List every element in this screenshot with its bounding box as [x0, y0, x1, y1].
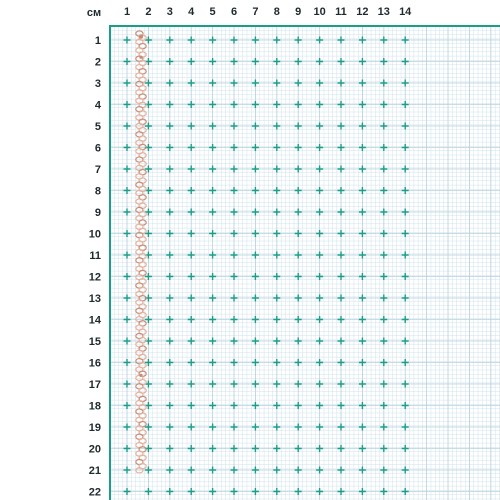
x-axis-label: 4 [188, 6, 195, 18]
unit-label: см [86, 7, 102, 19]
x-axis-label: 2 [145, 6, 152, 18]
y-axis-label: 14 [88, 314, 101, 327]
y-axis-label: 3 [94, 78, 101, 90]
chain-clasp [139, 34, 143, 38]
x-axis-label: 10 [313, 6, 326, 18]
x-axis-label: 3 [166, 6, 173, 18]
y-axis-label: 12 [88, 271, 101, 284]
y-axis-label: 7 [94, 164, 101, 176]
x-axis-label: 14 [399, 6, 412, 18]
y-axis-label: 4 [94, 99, 101, 112]
chain-clasp [139, 56, 142, 59]
y-axis-label: 15 [88, 336, 101, 348]
x-axis-label: 13 [377, 6, 390, 18]
y-axis-label: 18 [88, 400, 101, 413]
y-axis-label: 17 [88, 379, 101, 391]
y-axis-label: 1 [94, 35, 101, 47]
x-axis-label: 5 [209, 6, 216, 18]
y-axis-label: 13 [88, 293, 101, 305]
y-axis-label: 20 [88, 443, 101, 456]
y-axis-label: 10 [88, 228, 101, 241]
y-axis-label: 8 [94, 185, 101, 198]
x-axis-label: 8 [273, 6, 280, 18]
y-axis-label: 19 [88, 422, 101, 434]
y-axis-label: 16 [88, 357, 101, 370]
y-axis-label: 21 [88, 465, 101, 477]
x-axis-label: 7 [252, 6, 259, 18]
y-axis-label: 6 [94, 142, 101, 155]
x-axis-label: 1 [123, 6, 131, 18]
x-axis-label: 9 [295, 6, 302, 18]
x-axis-label: 12 [356, 6, 369, 18]
y-axis-label: 5 [94, 121, 101, 133]
y-axis-label: 2 [94, 56, 101, 69]
y-axis-label: 11 [89, 250, 101, 262]
x-axis-label: 11 [335, 6, 347, 18]
chain-clasp [139, 374, 142, 377]
y-axis-label: 22 [88, 486, 101, 499]
y-axis-label: 9 [94, 207, 101, 219]
x-axis-label: 6 [230, 6, 238, 18]
